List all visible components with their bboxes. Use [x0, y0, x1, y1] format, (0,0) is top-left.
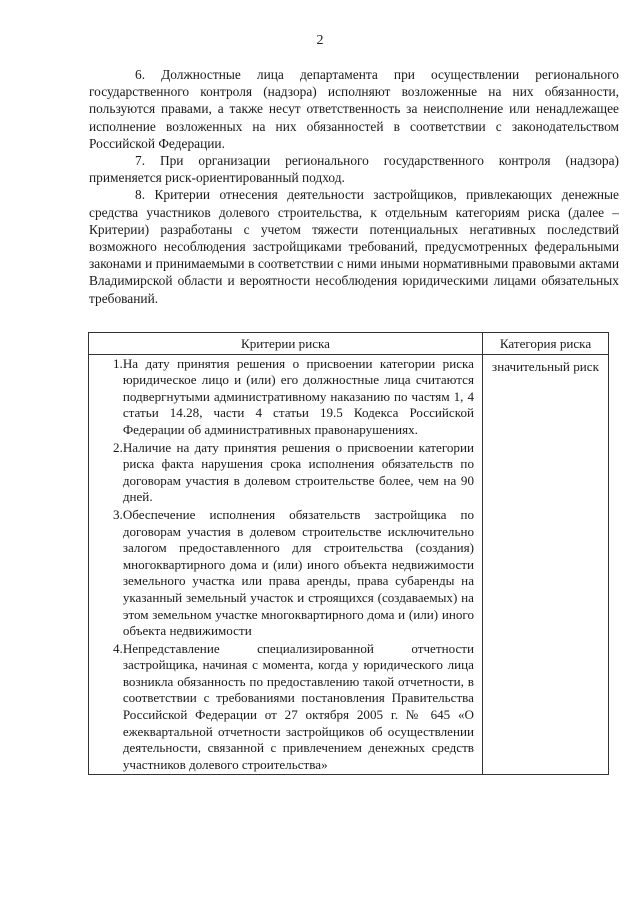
header-criteria: Критерии риска	[89, 333, 483, 355]
paragraph-7: 7. При организации регионального государственного контроля (надзора) применяется риск-ориентированный подход.	[89, 153, 619, 186]
criteria-item-number: 2.	[113, 439, 123, 455]
intro-text	[89, 66, 619, 307]
table-header-row	[89, 333, 609, 355]
risk-criteria-table	[88, 332, 609, 775]
criteria-item-2	[93, 440, 474, 506]
header-category: Категория риска	[483, 333, 609, 355]
criteria-item-text: Обеспечение исполнения обязательств застройщика по договорам участия в долевом строительстве исключительно залогом предоставленного для строительства (создания) многоквартирного дома и (или) иного объекта недвижимости земельного участка или права аренды, права субаренды на указанный земельный участок и строящихся (создаваемых) на этом земельном участке многоквартирного дома и (или) иного объекта недвижимости	[122, 506, 474, 639]
criteria-item-number: 3.	[113, 506, 123, 522]
criteria-item-number: 1.	[113, 355, 123, 371]
criteria-item-1	[93, 356, 474, 439]
criteria-item-text: На дату принятия решения о присвоении категории риска юридическое лицо и (или) его должностные лица считаются подвергнутыми административному наказанию по частям 1, 4 статьи 14.28, части 4 статьи 19.5 Кодекса Российской Федерации об административных правонарушениях.	[122, 355, 474, 437]
paragraph-6: 6. Должностные лица департамента при осуществлении регионального государственного контроля (надзора) исполняют возложенные на них обязанности, пользуются правами, а также несут ответственность за неисполнение или ненадлежащее исполнение возложенных на них обязанностей в соответствии с законодательством Российской Федерации.	[89, 67, 619, 151]
criteria-cell	[89, 354, 483, 775]
paragraph-8: 8. Критерии отнесения деятельности застройщиков, привлекающих денежные средства участников долевого строительства, к отдельным категориям риска (далее – Критерии) разработаны с учетом тяжести потенциальных негативных последствий возможного несоблюдения застройщиками требований, предусмотренных федеральными законами и принимаемыми в соответствии с ними иными нормативными правовыми актами Владимирской области и вероятности несоблюдения юридическими лицами обязательных требований.	[89, 187, 619, 306]
criteria-item-number: 4.	[113, 640, 123, 656]
category-cell: значительный риск	[483, 354, 609, 775]
criteria-item-4	[93, 641, 474, 774]
criteria-item-text: Непредставление специализированной отчетности застройщика, начиная с момента, когда у юридического лица возникла обязанность по предоставлению такой отчетности, в соответствии с требованиями постановления Правительства Российской Федерации от 27 октября 2005 г. № 645 «О ежеквартальной отчетности застройщиков об осуществлении деятельности, связанной с привлечением денежных средств участников долевого строительства»	[122, 640, 474, 772]
table-row	[89, 354, 609, 775]
page-number: 2	[316, 33, 324, 48]
criteria-item-text: Наличие на дату принятия решения о присвоении категории риска факта нарушения срока исполнения обязательств по договорам участия в долевом строительстве более, чем на 90 дней.	[122, 439, 474, 505]
criteria-item-3	[93, 507, 474, 640]
